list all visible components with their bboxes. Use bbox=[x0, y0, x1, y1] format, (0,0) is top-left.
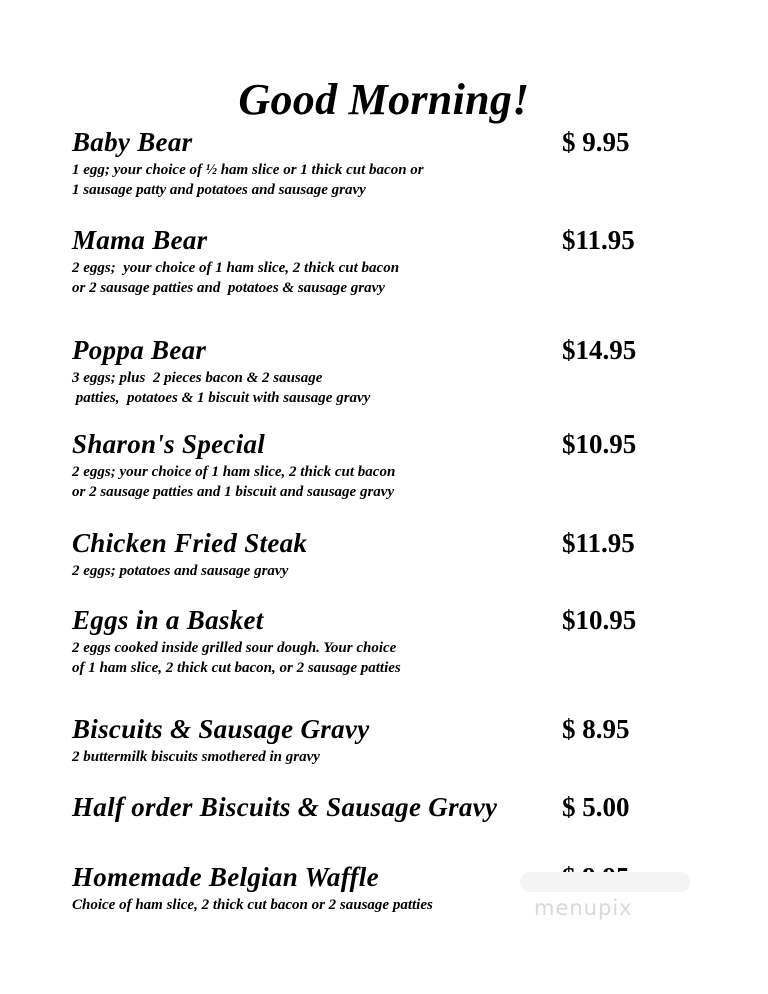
menu-item-description: 2 buttermilk biscuits smothered in gravy bbox=[72, 749, 320, 765]
watermark-logo: menupix bbox=[534, 896, 633, 920]
menu-item-name: Homemade Belgian Waffle bbox=[72, 862, 379, 892]
page-title: Good Morning! bbox=[238, 75, 530, 124]
menu-item-description: Choice of ham slice, 2 thick cut bacon or 2 sausage patties bbox=[72, 897, 433, 913]
menu-item-price: $ 9.95 bbox=[562, 127, 630, 157]
menu-item-name: Biscuits & Sausage Gravy bbox=[72, 714, 370, 744]
menu-item-description: 3 eggs; plus 2 pieces bacon & 2 sausage patties, potatoes & 1 biscuit with sausage gravy bbox=[72, 370, 371, 406]
menu-item-description: 2 eggs; your choice of 1 ham slice, 2 thick cut bacon or 2 sausage patties and potatoes & sausage gravy bbox=[72, 260, 400, 296]
menu-item-description: 2 eggs; your choice of 1 ham slice, 2 thick cut bacon or 2 sausage patties and 1 biscuit and sausage gravy bbox=[72, 464, 396, 500]
watermark-background bbox=[520, 872, 690, 892]
menu-item-name: Baby Bear bbox=[72, 127, 193, 157]
menu-item-price: $10.95 bbox=[562, 429, 637, 459]
menu-item-name: Eggs in a Basket bbox=[72, 605, 264, 635]
menu-item-name: Poppa Bear bbox=[72, 335, 207, 365]
menu-item-name: Half order Biscuits & Sausage Gravy bbox=[72, 792, 498, 822]
menu-item-name: Mama Bear bbox=[72, 225, 208, 255]
menu-item-price: $10.95 bbox=[562, 605, 637, 635]
menu-item-price: $14.95 bbox=[562, 335, 637, 365]
menu-item-price: $11.95 bbox=[562, 528, 635, 558]
menu-item-description: 2 eggs cooked inside grilled sour dough. Your choice of 1 ham slice, 2 thick cut bacon, or 2 sausage patties bbox=[72, 640, 401, 676]
menu-item-description: 1 egg; your choice of ½ ham slice or 1 thick cut bacon or 1 sausage patty and potatoes and sausage gravy bbox=[72, 162, 424, 198]
menu-item-description: 2 eggs; potatoes and sausage gravy bbox=[72, 563, 289, 579]
menu-item-price: $ 5.00 bbox=[562, 792, 630, 822]
menu-item-name: Sharon's Special bbox=[72, 429, 266, 459]
menu-item-price: $11.95 bbox=[562, 225, 635, 255]
menu-item-name: Chicken Fried Steak bbox=[72, 528, 308, 558]
menu-item-price: $ 8.95 bbox=[562, 714, 630, 744]
